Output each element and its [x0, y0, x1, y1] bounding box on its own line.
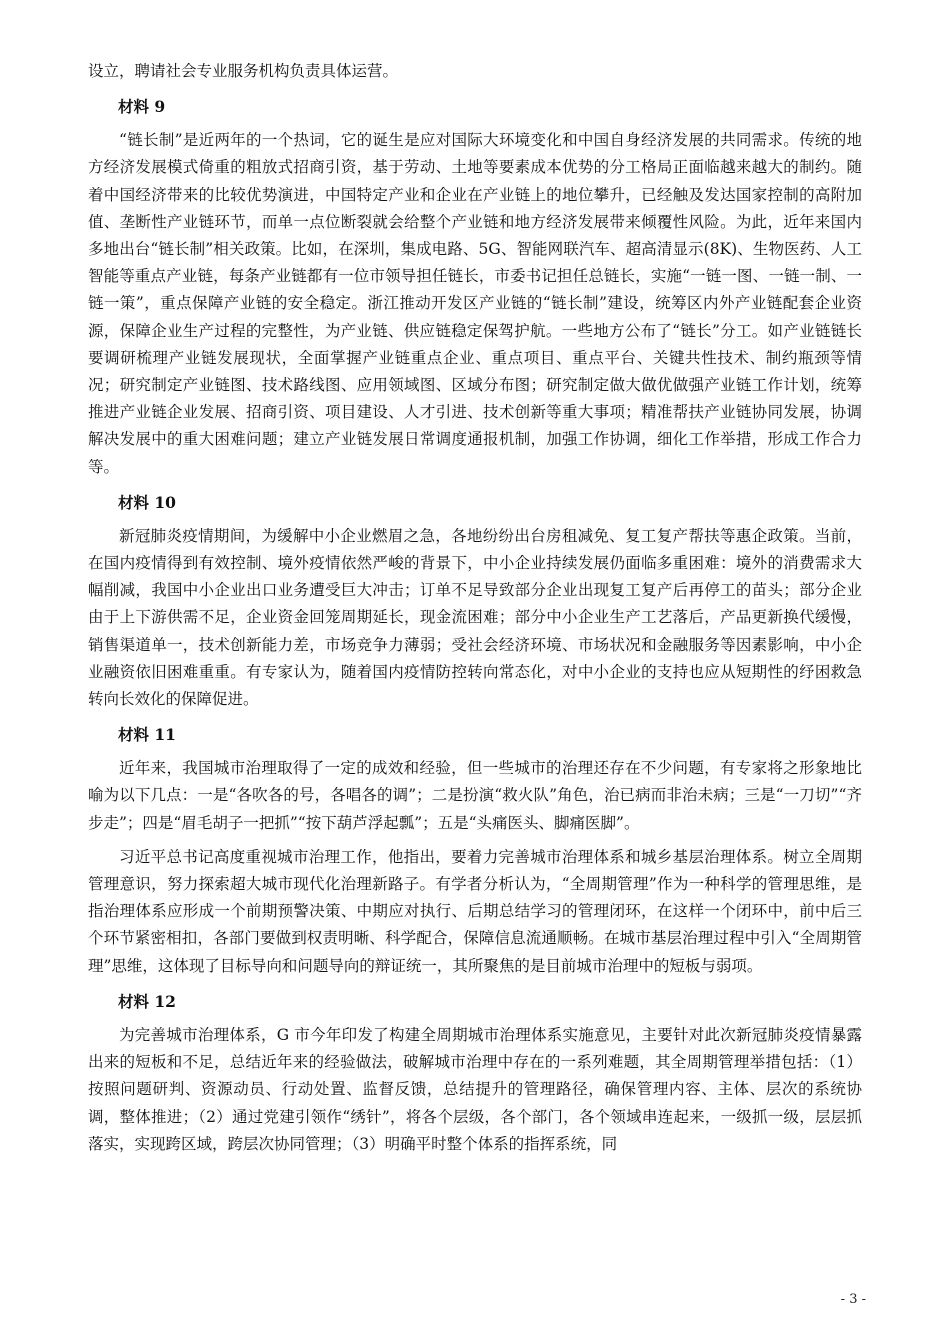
paragraph-material-11-a: 近年来，我国城市治理取得了一定的成效和经验，但一些城市的治理还存在不少问题，有专家将之形象地比喻为以下几点：一是“各吹各的号，各唱各的调”；二是扮演“救火队”角色，治已病而非治未病；三是“一刀切”“齐步走”；四是“眉毛胡子一把抓”“按下葫芦浮起瓢”；五是“头痛医头、脚痛医脚”。 — [88, 759, 862, 832]
page-number: - 3 - — [840, 1292, 866, 1307]
paragraph-material-12: 为完善城市治理体系，G 市今年印发了构建全周期城市治理体系实施意见，主要针对此次新冠肺炎疫情暴露出来的短板和不足，总结近年来的经验做法，破解城市治理中存在的一系列难题，其全周期管理举措包括：（1）按照问题研判、资源动员、行动处置、监督反馈，总结提升的管理路径，确保管理内容、主体、层次的系统协调，整体推进；（2）通过党建引领作“绣针”，将各个层级，各个部门，各个领域串连起来，一级抓一级，层层抓落实，实现跨区域，跨层次协同管理；（3）明确平时整个体系的指挥系统，同 — [88, 1025, 862, 1153]
paragraph-material-11-b: 习近平总书记高度重视城市治理工作，他指出，要着力完善城市治理体系和城乡基层治理体系。树立全周期管理意识，努力探索超大城市现代化治理新路子。有学者分析认为，“全周期管理”作为一种科学的管理思维，是指治理体系应形成一个前期预警决策、中期应对执行、后期总结学习的管理闭环，在这样一个闭环中，前中后三个环节紧密相扣，各部门要做到权责明晰、科学配合，保障信息流通顺畅。在城市基层治理过程中引入“全周期管理”思维，这体现了目标导向和问题导向的辩证统一，其所聚焦的是目前城市治理中的短板与弱项。 — [88, 847, 862, 975]
heading-material-12: 材料 12 — [118, 991, 176, 1011]
heading-material-10: 材料 10 — [118, 492, 176, 512]
paragraph-material-10: 新冠肺炎疫情期间，为缓解中小企业燃眉之急，各地纷纷出台房租减免、复工复产帮扶等惠企政策。当前，在国内疫情得到有效控制、境外疫情依然严峻的背景下，中小企业持续发展仍面临多重困难：境外的消费需求大幅削减，我国中小企业出口业务遭受巨大冲击；订单不足导致部分企业出现复工复产后再停工的苗头；部分企业由于上下游供需不足，企业资金回笼周期延长，现金流困难；部分中小企业生产工艺落后，产品更新换代缓慢，销售渠道单一，技术创新能力差，市场竞争力薄弱；受社会经济环境、市场状况和金融服务等因素影响，中小企业融资依旧困难重重。有专家认为，随着国内疫情防控转向常态化，对中小企业的支持也应从短期性的纾困救急转向长效化的保障促进。 — [88, 526, 862, 709]
heading-material-9: 材料 9 — [118, 97, 166, 117]
paragraph-continuation: 设立，聘请社会专业服务机构负责具体运营。 — [88, 62, 399, 80]
heading-material-11: 材料 11 — [118, 725, 176, 745]
paragraph-material-9: “链长制”是近两年的一个热词，它的诞生是应对国际大环境变化和中国自身经济发展的共同需求。传统的地方经济发展模式倚重的粗放式招商引资，基于劳动、土地等要素成本优势的分工格局正面临越来越大的制约。随着中国经济带来的比较优势演进，中国特定产业和企业在产业链上的地位攀升，已经触及发达国家控制的高附加值、垄断性产业链环节，而单一点位断裂就会给整个产业链和地方经济发展带来倾覆性风险。为此，近年来国内多地出台“链长制”相关政策。比如，在深圳，集成电路、5G、智能网联汽车、超高清显示(8K)、生物医药、人工智能等重点产业链，每条产业链都有一位市领导担任链长，市委书记担任总链长，实施“一链一图、一链一制、一链一策”，重点保障产业链的安全稳定。浙江推动开发区产业链的“链长制”建设，统筹区内外产业链配套企业资源，保障企业生产过程的完整性，为产业链、供应链稳定保驾护航。一些地方公布了“链长”分工。如产业链链长要调研梳理产业链发展现状，全面掌握产业链重点企业、重点项目、重点平台、关键共性技术、制约瓶颈等情况；研究制定产业链图、技术路线图、应用领域图、区域分布图；研究制定做大做优做强产业链工作计划，统筹推进产业链企业发展、招商引资、项目建设、人才引进、技术创新等重大事项；精准帮扶产业链协同发展，协调解决发展中的重大困难问题；建立产业链发展日常调度通报机制，加强工作协调，细化工作举措，形成工作合力等。 — [88, 131, 862, 476]
document-body — [88, 58, 862, 1158]
